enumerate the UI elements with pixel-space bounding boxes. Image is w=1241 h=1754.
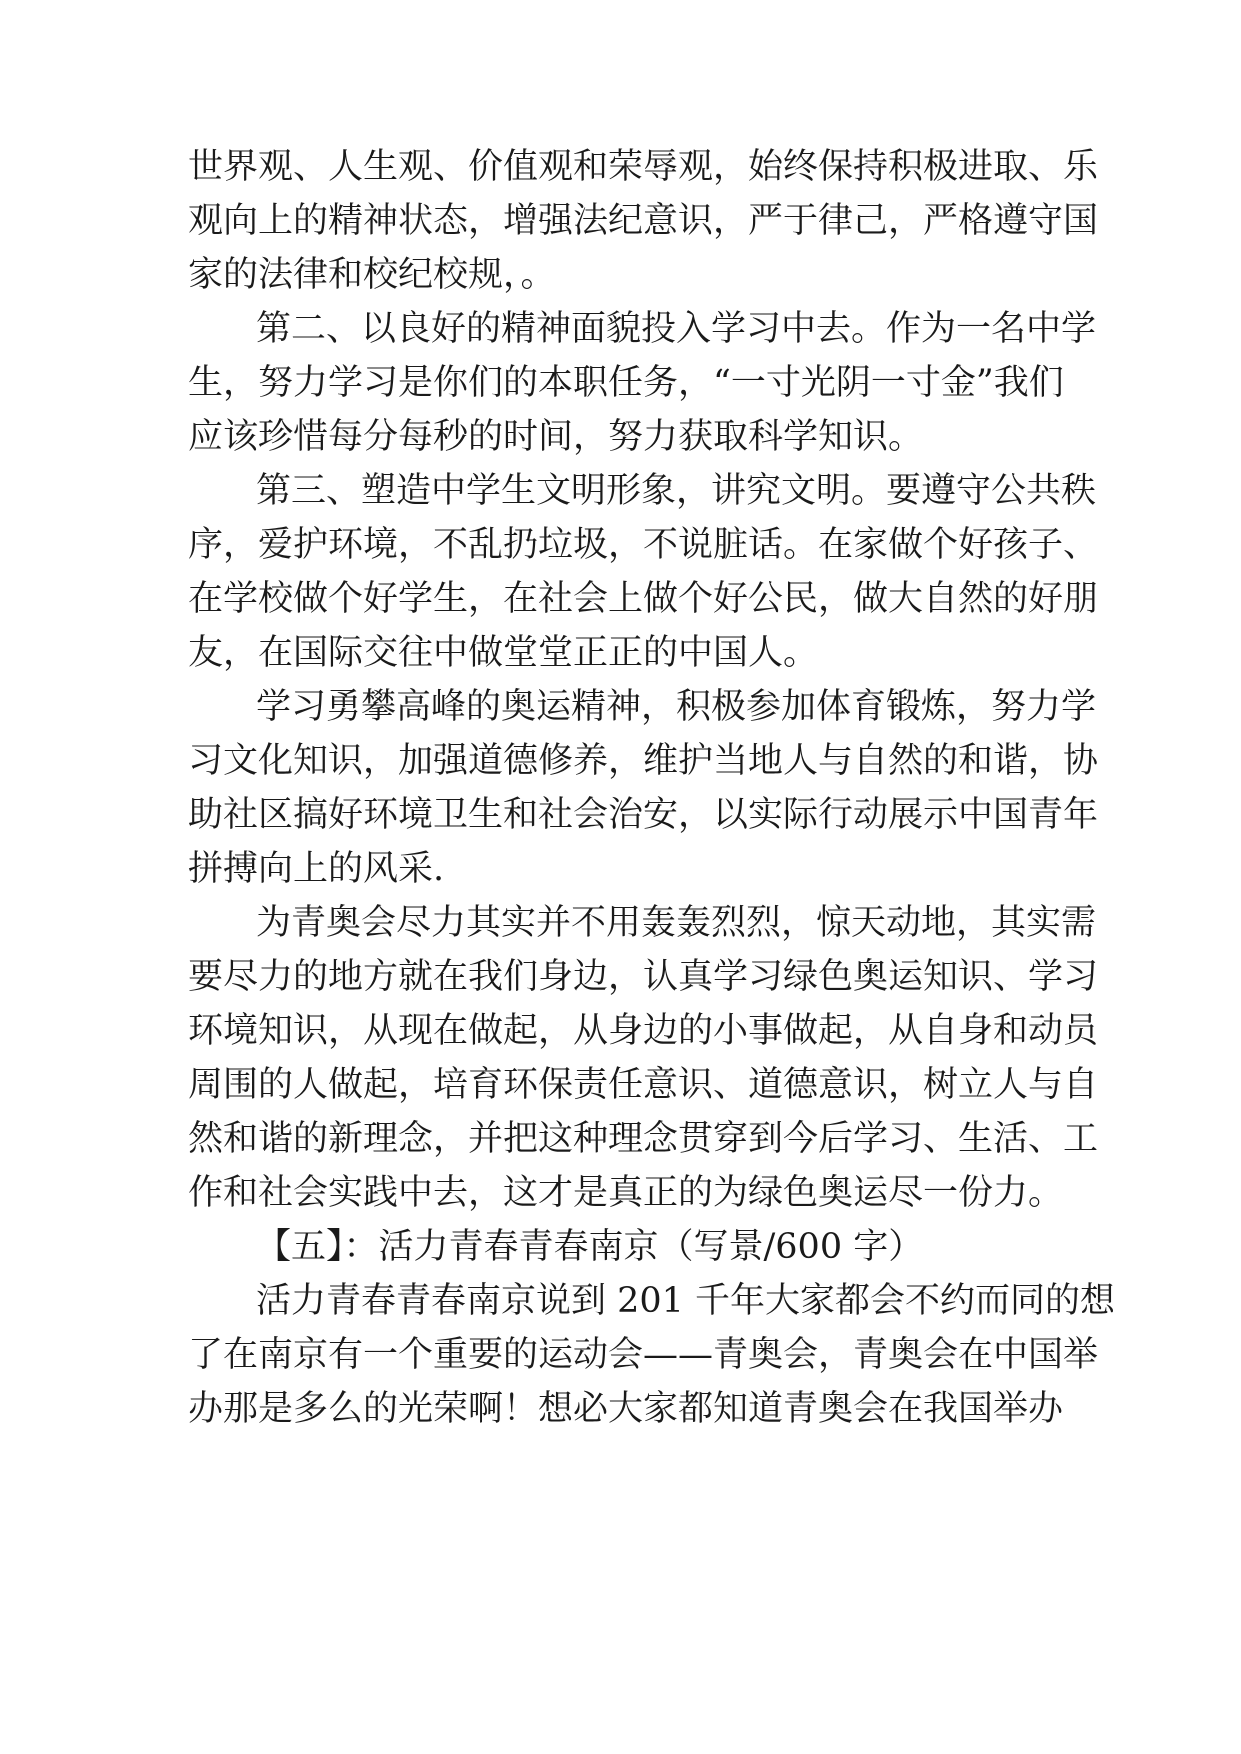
paragraph-line: 序，爱护环境，不乱扔垃圾，不说脏话。在家做个好孩子、 — [188, 525, 1099, 565]
paragraph-line: 然和谐的新理念，并把这种理念贯穿到今后学习、生活、工 — [188, 1119, 1099, 1159]
paragraph-line: 学习勇攀高峰的奥运精神，积极参加体育锻炼，努力学 — [256, 687, 1097, 727]
section-heading: 【五】：活力青春青春南京（写景/600 字） — [256, 1227, 924, 1267]
paragraph-line: 友，在国际交往中做堂堂正正的中国人。 — [188, 633, 819, 673]
paragraph-line: 了在南京有一个重要的运动会——青奥会，青奥会在中国举 — [188, 1335, 1099, 1375]
paragraph-line: 第二、以良好的精神面貌投入学习中去。作为一名中学 — [256, 309, 1097, 349]
paragraph-line: 观向上的精神状态，增强法纪意识，严于律己，严格遵守国 — [188, 201, 1099, 241]
paragraph-line: 应该珍惜每分每秒的时间，努力获取科学知识。 — [188, 417, 924, 457]
paragraph-line: 环境知识，从现在做起，从身边的小事做起，从自身和动员 — [188, 1011, 1099, 1051]
paragraph-line: 助社区搞好环境卫生和社会治安，以实际行动展示中国青年 — [188, 795, 1099, 835]
paragraph-line: 活力青春青春南京说到 201 千年大家都会不约而同的想 — [256, 1281, 1116, 1321]
paragraph-line: 生，努力学习是你们的本职任务，“一寸光阴一寸金”我们 — [188, 363, 1064, 403]
paragraph-line: 办那是多么的光荣啊！想必大家都知道青奥会在我国举办 — [188, 1389, 1064, 1429]
paragraph-line: 为青奥会尽力其实并不用轰轰烈烈，惊天动地，其实需 — [256, 903, 1097, 943]
paragraph-line: 作和社会实践中去，这才是真正的为绿色奥运尽一份力。 — [188, 1173, 1064, 1213]
paragraph-line: 拼搏向上的风采. — [188, 849, 445, 889]
paragraph-line: 在学校做个好学生，在社会上做个好公民，做大自然的好朋 — [188, 579, 1099, 619]
paragraph-line: 世界观、人生观、价值观和荣辱观，始终保持积极进取、乐 — [188, 147, 1099, 187]
paragraph-line: 第三、塑造中学生文明形象，讲究文明。要遵守公共秩 — [256, 471, 1097, 511]
paragraph-line: 家的法律和校纪校规，。 — [188, 255, 556, 295]
paragraph-line: 要尽力的地方就在我们身边，认真学习绿色奥运知识、学习 — [188, 957, 1099, 997]
paragraph-line: 周围的人做起，培育环保责任意识、道德意识，树立人与自 — [188, 1065, 1099, 1105]
paragraph-line: 习文化知识，加强道德修养，维护当地人与自然的和谐，协 — [188, 741, 1099, 781]
document-page — [188, 0, 1116, 1754]
